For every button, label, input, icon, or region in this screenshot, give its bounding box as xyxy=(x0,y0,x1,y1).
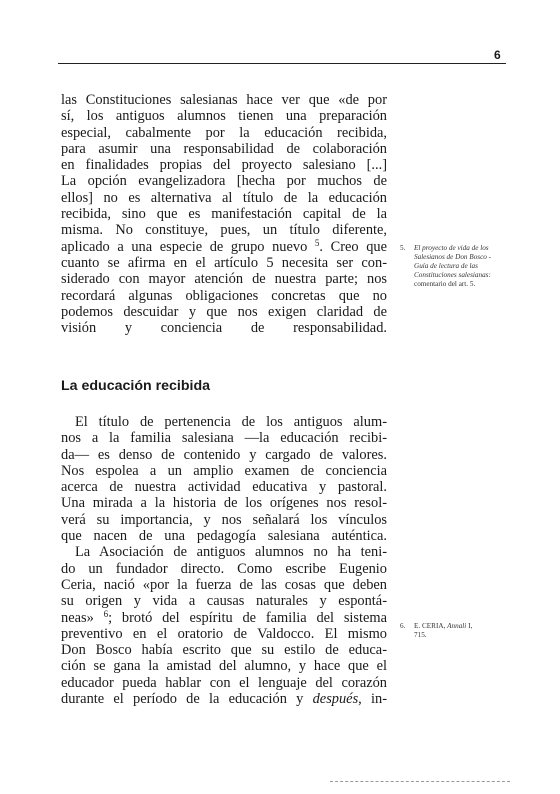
text-line: Don Bosco había escrito que su estilo de educa- xyxy=(61,642,387,659)
text-line: las Constituciones salesianas hace ver que «de por xyxy=(61,92,387,108)
text-line-with-footnote xyxy=(61,239,387,255)
text-fragment: ; brotó del espíritu de familia del sistema xyxy=(108,609,387,626)
note-title: Annali xyxy=(447,622,467,630)
note-text: El proyecto de vida de los xyxy=(414,244,489,252)
text-fragment: durante el período de la educación y xyxy=(61,691,304,708)
text-line: ción se gana la amistad del alumno, y hace que el xyxy=(61,658,387,675)
note-number: 5. xyxy=(400,244,406,252)
note-author: E. CERIA, xyxy=(414,622,446,630)
page-number: 6 xyxy=(494,48,501,62)
text-fragment: aplicado a una especie de grupo nuevo xyxy=(61,238,308,255)
text-line: cuanto se afirma en el artículo 5 necesita ser con- xyxy=(61,254,387,271)
paragraph-educacion xyxy=(61,414,387,707)
note-text: Guía de lectura de las xyxy=(414,262,478,270)
text-line: podemos descuidar y que nos exigen claridad de xyxy=(61,303,387,320)
text-line: La opción evangelizadora [hecha por muchos de xyxy=(61,173,387,190)
text-line: Ceria, nació «por la fuerza de las cosas que deben xyxy=(61,576,387,593)
text-line: que nacen de una pedagogía salesiana auténtica. xyxy=(61,528,387,545)
text-line: su origen y vida a causas naturales y espontá- xyxy=(61,593,387,610)
note-text: Constituciones salesianas: xyxy=(414,271,491,279)
text-line: La Asociación de antiguos alumnos no ha teni- xyxy=(75,544,387,561)
text-line: para asumir una responsabilidad de colaboración xyxy=(61,140,387,157)
section-heading: La educación recibida xyxy=(61,378,211,394)
margin-note-5 xyxy=(400,244,512,289)
text-fragment: , in- xyxy=(358,691,387,708)
text-line: Nos espolea a un amplio examen de conciencia xyxy=(61,462,387,479)
note-pages: 715. xyxy=(414,631,427,639)
text-line: El título de pertenencia de los antiguos alum- xyxy=(75,414,387,430)
paragraph-constituciones xyxy=(61,92,387,336)
text-line: da— es denso de contenido y cargado de valores. xyxy=(61,446,387,463)
text-line-with-footnote xyxy=(61,610,387,626)
text-line: do un fundador directo. Como escribe Eugenio xyxy=(61,560,387,577)
text-line: Una mirada a la historia de los orígenes nos resol- xyxy=(61,495,387,512)
text-line: recordará algunas obligaciones concretas que no xyxy=(61,287,387,304)
text-line: siderado con mayor atención de nuestra parte; nos xyxy=(61,271,387,288)
text-line: misma. No constituye, pues, un título diferente, xyxy=(61,222,387,239)
text-line: ellos] no es alternativa al título de la educación xyxy=(61,189,387,206)
text-line: recibida, sino que es manifestación capital de la xyxy=(61,206,387,223)
note-number: 6. xyxy=(400,622,406,630)
text-line: nos a la familia salesiana —la educación recibi- xyxy=(61,430,387,447)
note-text: Salesianos de Don Bosco - xyxy=(414,253,492,261)
text-line: visión y conciencia de responsabilidad. xyxy=(61,320,387,337)
text-line: acerca de nuestra actividad educativa y pastoral. xyxy=(61,479,387,496)
text-line: en finalidades propias del proyecto salesiano [...] xyxy=(61,157,387,174)
margin-note-6 xyxy=(400,622,512,640)
text-line: educador pueda hablar con el lenguaje del corazón xyxy=(61,674,387,691)
header-rule xyxy=(58,63,506,64)
footnote-ref-5: 5 xyxy=(314,237,320,248)
text-line-with-emphasis xyxy=(61,691,387,707)
text-line: especial, cabalmente por la educación recibida, xyxy=(61,124,387,141)
text-line: sí, los antiguos alumnos tienen una preparación xyxy=(61,108,387,125)
text-line: preventivo en el oratorio de Valdocco. El mismo xyxy=(61,625,387,642)
footnote-ref-6: 6 xyxy=(103,608,109,619)
text-line: verá su importancia, y nos señalará los vínculos xyxy=(61,511,387,528)
text-fragment: . Creo que xyxy=(319,238,387,255)
emphasis-despues: después xyxy=(312,691,359,708)
note-text: comentario del art. 5. xyxy=(414,280,476,288)
footer-rule xyxy=(330,781,510,782)
note-volume: I, xyxy=(468,622,473,630)
text-fragment: neas» xyxy=(61,609,94,626)
